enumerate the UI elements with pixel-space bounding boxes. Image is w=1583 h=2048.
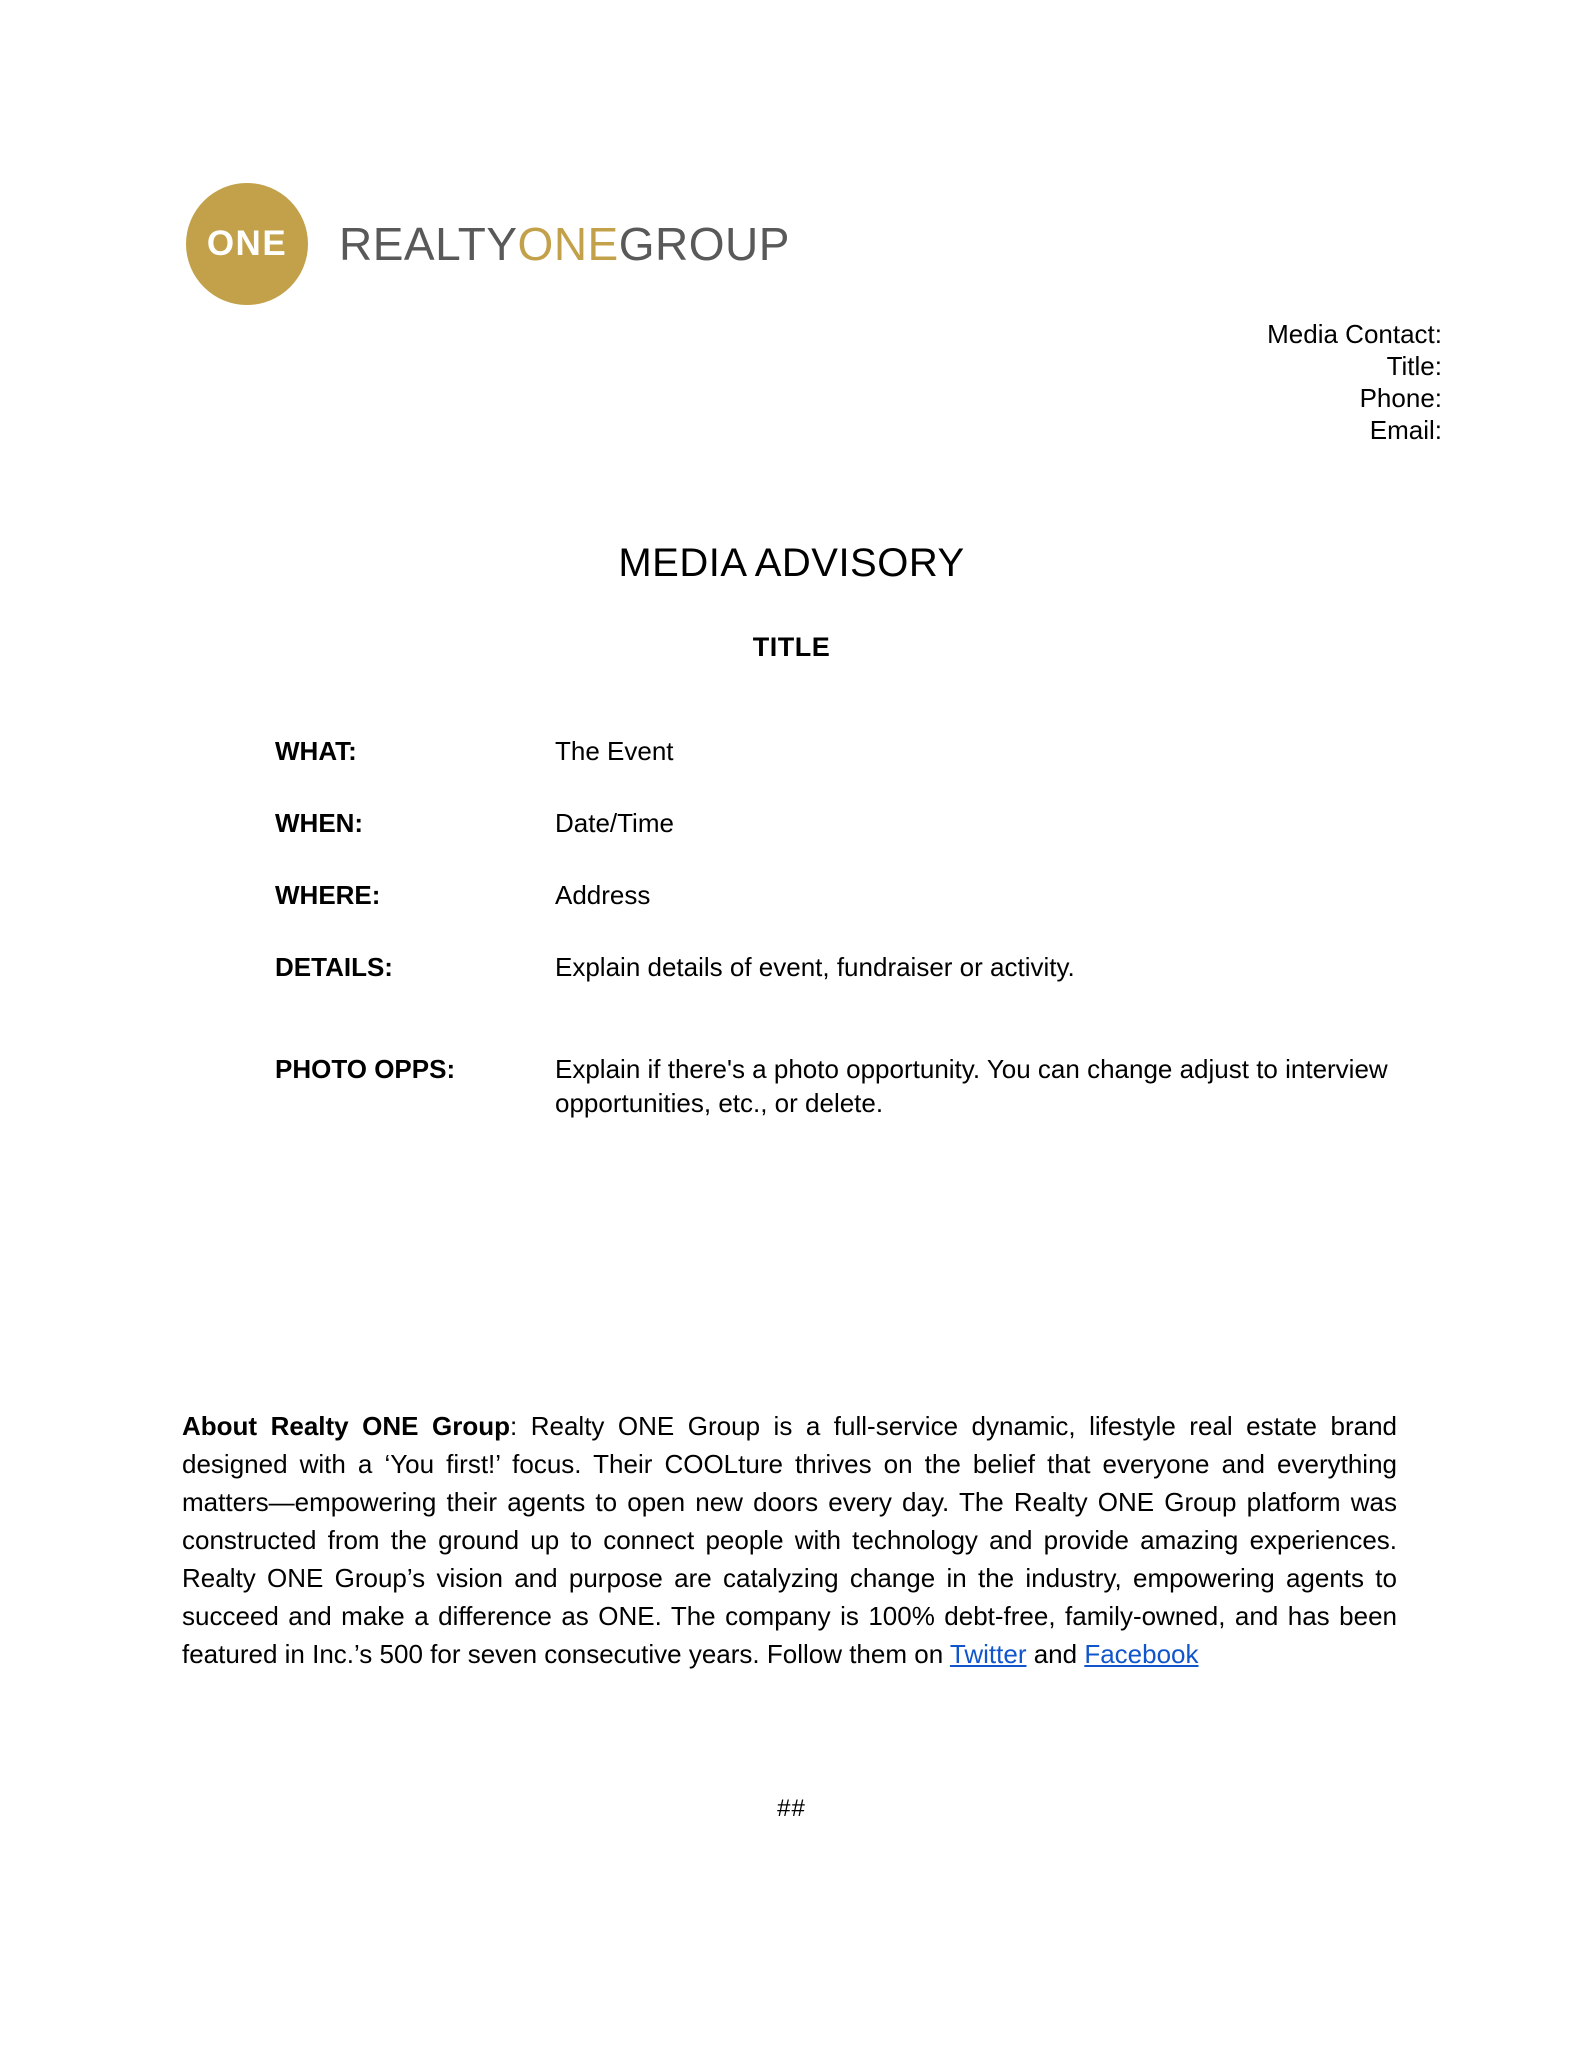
media-contact-phone-line: Phone:: [1359, 383, 1442, 413]
detail-label: WHERE:: [275, 880, 381, 910]
detail-row-details: [275, 950, 1407, 984]
page-subtitle: TITLE: [752, 632, 831, 662]
about-body-conjunction: and: [1026, 1639, 1085, 1669]
media-contact-title-line: Title:: [1386, 351, 1442, 381]
brand-logo: [186, 183, 790, 305]
advisory-details: [275, 734, 1407, 1158]
logo-circle-label: ONE: [206, 224, 288, 263]
detail-row-what: [275, 734, 1407, 768]
twitter-link[interactable]: Twitter: [949, 1639, 1027, 1669]
logo-wordmark: [339, 217, 790, 271]
detail-value: Date/Time: [555, 808, 674, 838]
detail-label: DETAILS:: [275, 952, 393, 982]
end-mark: ##: [777, 1795, 806, 1822]
detail-value: Address: [555, 880, 651, 910]
media-contact-block: [1267, 318, 1442, 446]
logo-word-one: ONE: [517, 218, 619, 270]
detail-value: The Event: [555, 736, 674, 766]
facebook-link[interactable]: Facebook: [1084, 1639, 1199, 1669]
about-paragraph: [182, 1407, 1397, 1673]
page-title: MEDIA ADVISORY: [618, 541, 965, 585]
media-contact-email-line: Email:: [1369, 415, 1442, 445]
logo-word-realty: REALTY: [339, 218, 518, 270]
detail-value: Explain details of event, fundraiser or activity.: [555, 952, 1075, 982]
detail-row-where: [275, 878, 1407, 912]
detail-label: WHAT:: [275, 736, 357, 766]
detail-label: PHOTO OPPS:: [275, 1054, 456, 1084]
detail-label: WHEN:: [275, 808, 364, 838]
about-body-text: : Realty ONE Group is a full-service dynamic, lifestyle real estate brand designed with a ‘You first!’ focus. Their COOLture thrives on the belief that everyone and everything matters—empowering their agents to open new doors every day. The Realty ONE Group platform was constructed from the ground up to connect people with technology and provide amazing experiences. Realty ONE Group’s vision and purpose are catalyzing change in the industry, empowering agents to succeed and make a difference as ONE. The company is 100% debt-free, family-owned, and has been featured in Inc.’s 500 for seven consecutive years. Follow them on: [182, 1411, 1397, 1669]
media-contact-line: Media Contact:: [1267, 319, 1442, 349]
detail-row-photo-opps: [275, 1052, 1407, 1120]
logo-circle-icon: [186, 183, 308, 305]
detail-value: Explain if there's a photo opportunity. You can change adjust to interview opportunities, etc., or delete.: [555, 1054, 1388, 1118]
detail-row-when: [275, 806, 1407, 840]
about-heading: About Realty ONE Group: [182, 1411, 510, 1441]
logo-word-group: GROUP: [618, 218, 790, 270]
